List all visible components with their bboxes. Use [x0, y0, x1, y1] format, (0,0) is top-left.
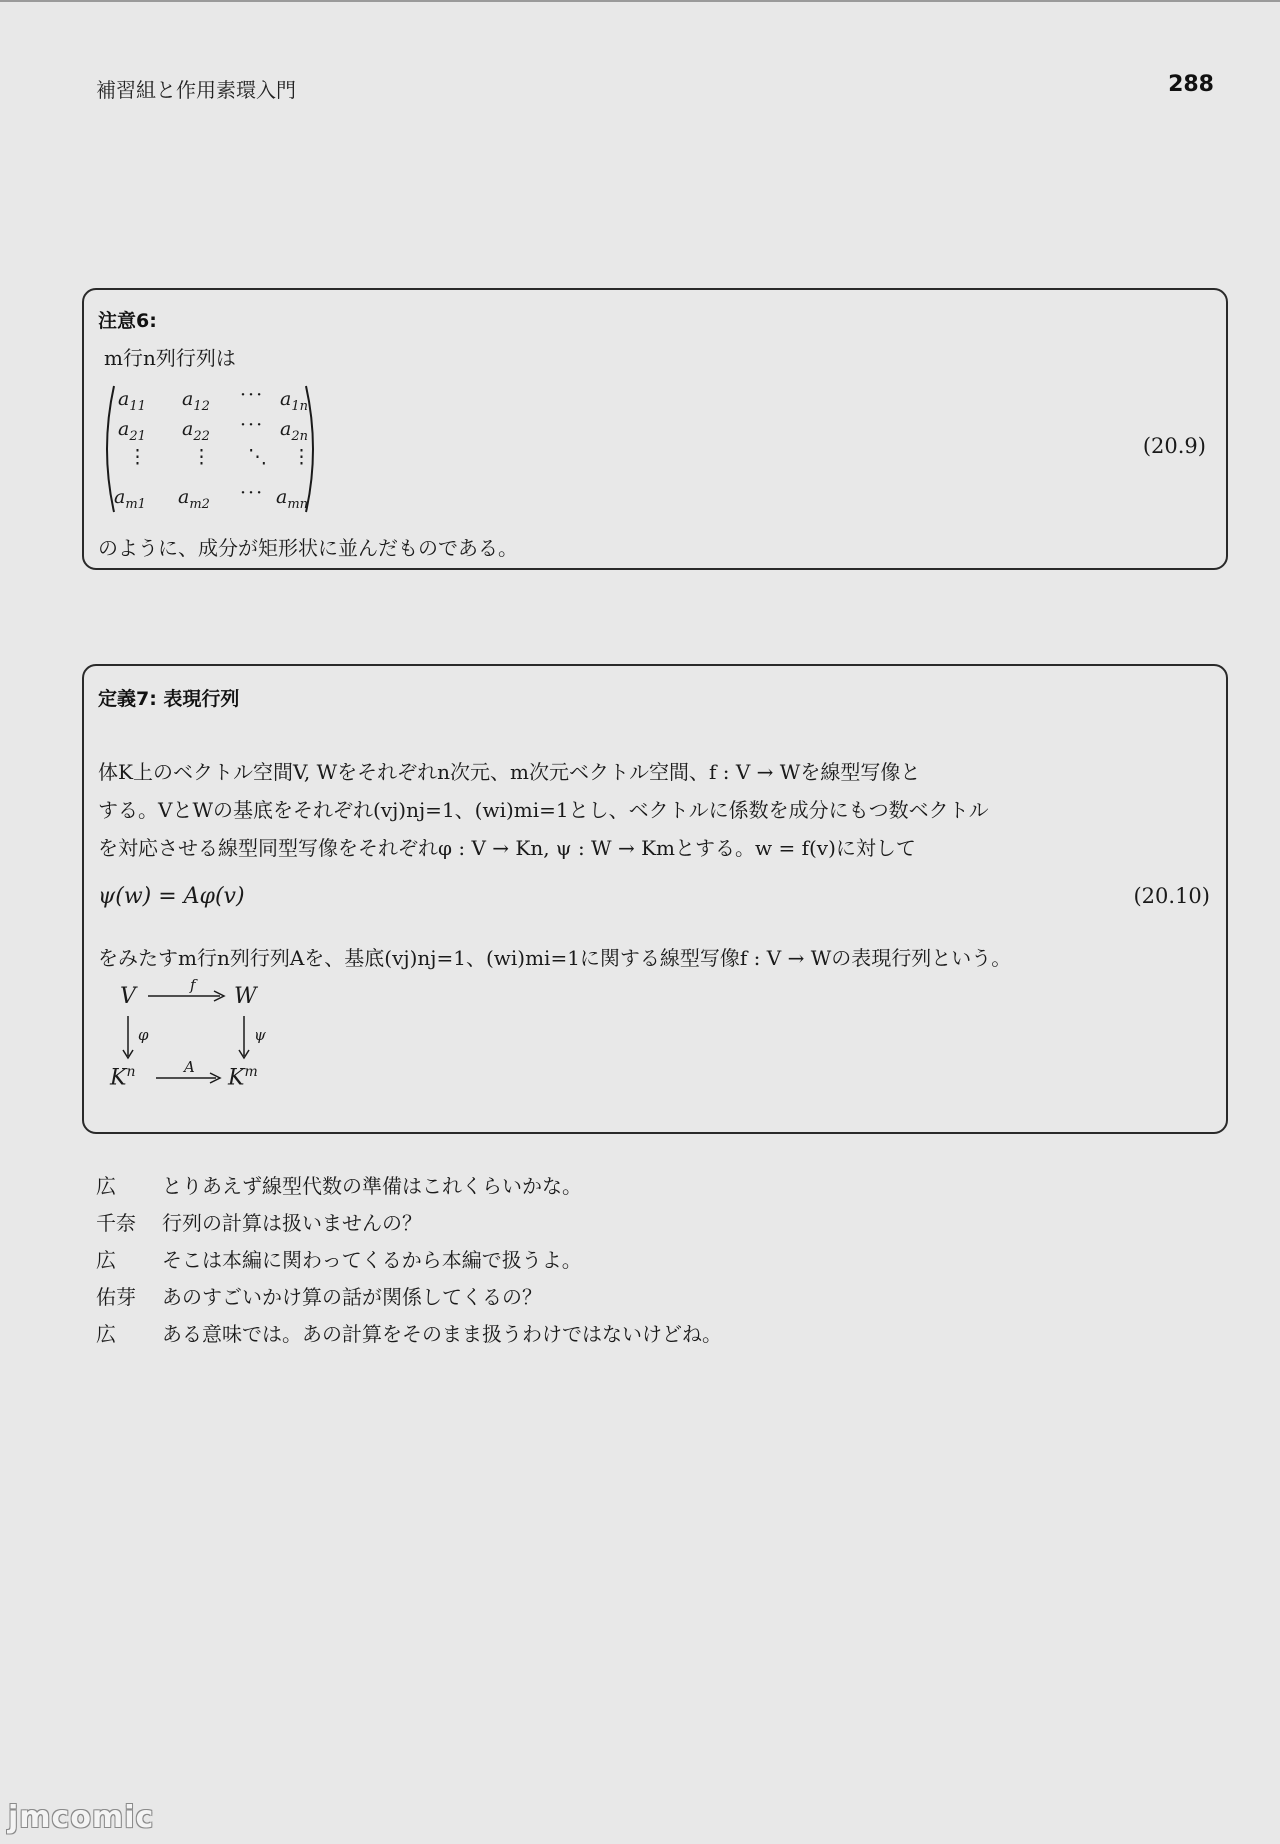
matrix-cell: $a_{1n}$: [280, 388, 308, 414]
arrow-right-icon: [156, 1072, 222, 1084]
definition-line-3: を対応させる線型同型写像をそれぞれφ : V → Kn, ψ : W → Kmとする。w = f(v)に対して: [98, 836, 916, 860]
matrix-cell: $a_{11}$: [118, 388, 146, 414]
cd-label-psi: ψ: [254, 1026, 266, 1044]
cd-label-a: A: [184, 1058, 195, 1076]
definition-line-2: する。VとWの基底をそれぞれ(vj)nj=1、(wi)mi=1とし、ベクトルに係数を成分にもつ数ベクトル: [98, 798, 989, 822]
equation-20-10: ψ(w) = Aφ(v): [98, 884, 245, 909]
matrix-cell: $a_{m1}$: [114, 486, 146, 512]
dialogue-speaker: 広: [96, 1248, 116, 1272]
page-number: 288: [1168, 72, 1214, 97]
equation-number-20-9: (20.9): [1142, 434, 1206, 458]
matrix-cell: ···: [240, 482, 265, 504]
commutative-diagram: [106, 976, 306, 1096]
definition-box: [82, 664, 1228, 1134]
cd-node-v: V: [120, 984, 136, 1009]
dialogue-speaker: 広: [96, 1322, 116, 1346]
dialogue-text: ある意味では。あの計算をそのまま扱うわけではないけどね。: [162, 1322, 722, 1346]
dialogue-speaker: 千奈: [96, 1211, 136, 1235]
cd-label-f: f: [190, 976, 196, 994]
definition-after: をみたすm行n列行列Aを、基底(vj)nj=1、(wi)mi=1に関する線型写像f : V → Wの表現行列という。: [98, 946, 1012, 970]
arrow-down-icon: [238, 1016, 250, 1060]
matrix-cell: ⋮: [128, 446, 149, 468]
matrix: [98, 384, 322, 514]
dialogue-speaker: 広: [96, 1174, 116, 1198]
matrix-cell: $a_{21}$: [118, 418, 146, 444]
running-title: 補習組と作用素環入門: [96, 78, 296, 102]
page-top-edge: [0, 0, 1280, 2]
matrix-cell: ⋮: [292, 446, 313, 468]
cd-label-phi: φ: [138, 1026, 149, 1044]
note-title: 注意6:: [98, 310, 157, 332]
definition-line-1: 体K上のベクトル空間V, Wをそれぞれn次元、m次元ベクトル空間、f : V → Wを線型写像と: [98, 760, 921, 784]
matrix-cell: $a_{2n}$: [280, 418, 308, 444]
watermark: jmcomic: [8, 1800, 155, 1835]
matrix-cell: $a_{22}$: [182, 418, 210, 444]
note-closing: のように、成分が矩形状に並んだものである。: [98, 536, 518, 560]
matrix-cell: ···: [240, 414, 265, 436]
equation-number-20-10: (20.10): [1133, 884, 1210, 908]
arrow-right-icon: [148, 990, 226, 1002]
note-box: [82, 288, 1228, 570]
dialogue-speaker: 佑芽: [96, 1285, 136, 1309]
matrix-cell: ⋮: [192, 446, 213, 468]
cd-node-w: W: [234, 984, 257, 1009]
matrix-cell: $a_{m2}$: [178, 486, 210, 512]
dialogue-text: あのすごいかけ算の話が関係してくるの？: [162, 1285, 542, 1309]
cd-node-kn: $K^n$: [110, 1064, 136, 1091]
matrix-cell: $a_{mn}$: [276, 486, 309, 512]
definition-title: 定義7: 表現行列: [98, 688, 240, 710]
arrow-down-icon: [122, 1016, 134, 1060]
matrix-cell: $a_{12}$: [182, 388, 210, 414]
dialogue-text: そこは本編に関わってくるから本編で扱うよ。: [162, 1248, 582, 1272]
dialogue-text: とりあえず線型代数の準備はこれくらいかな。: [162, 1174, 582, 1198]
matrix-cell: ···: [240, 384, 265, 406]
dialogue-text: 行列の計算は扱いませんの？: [162, 1211, 422, 1235]
matrix-cell: ⋱: [248, 446, 269, 468]
note-intro: m行n列行列は: [104, 346, 236, 370]
cd-node-km: $K^m$: [228, 1064, 258, 1091]
